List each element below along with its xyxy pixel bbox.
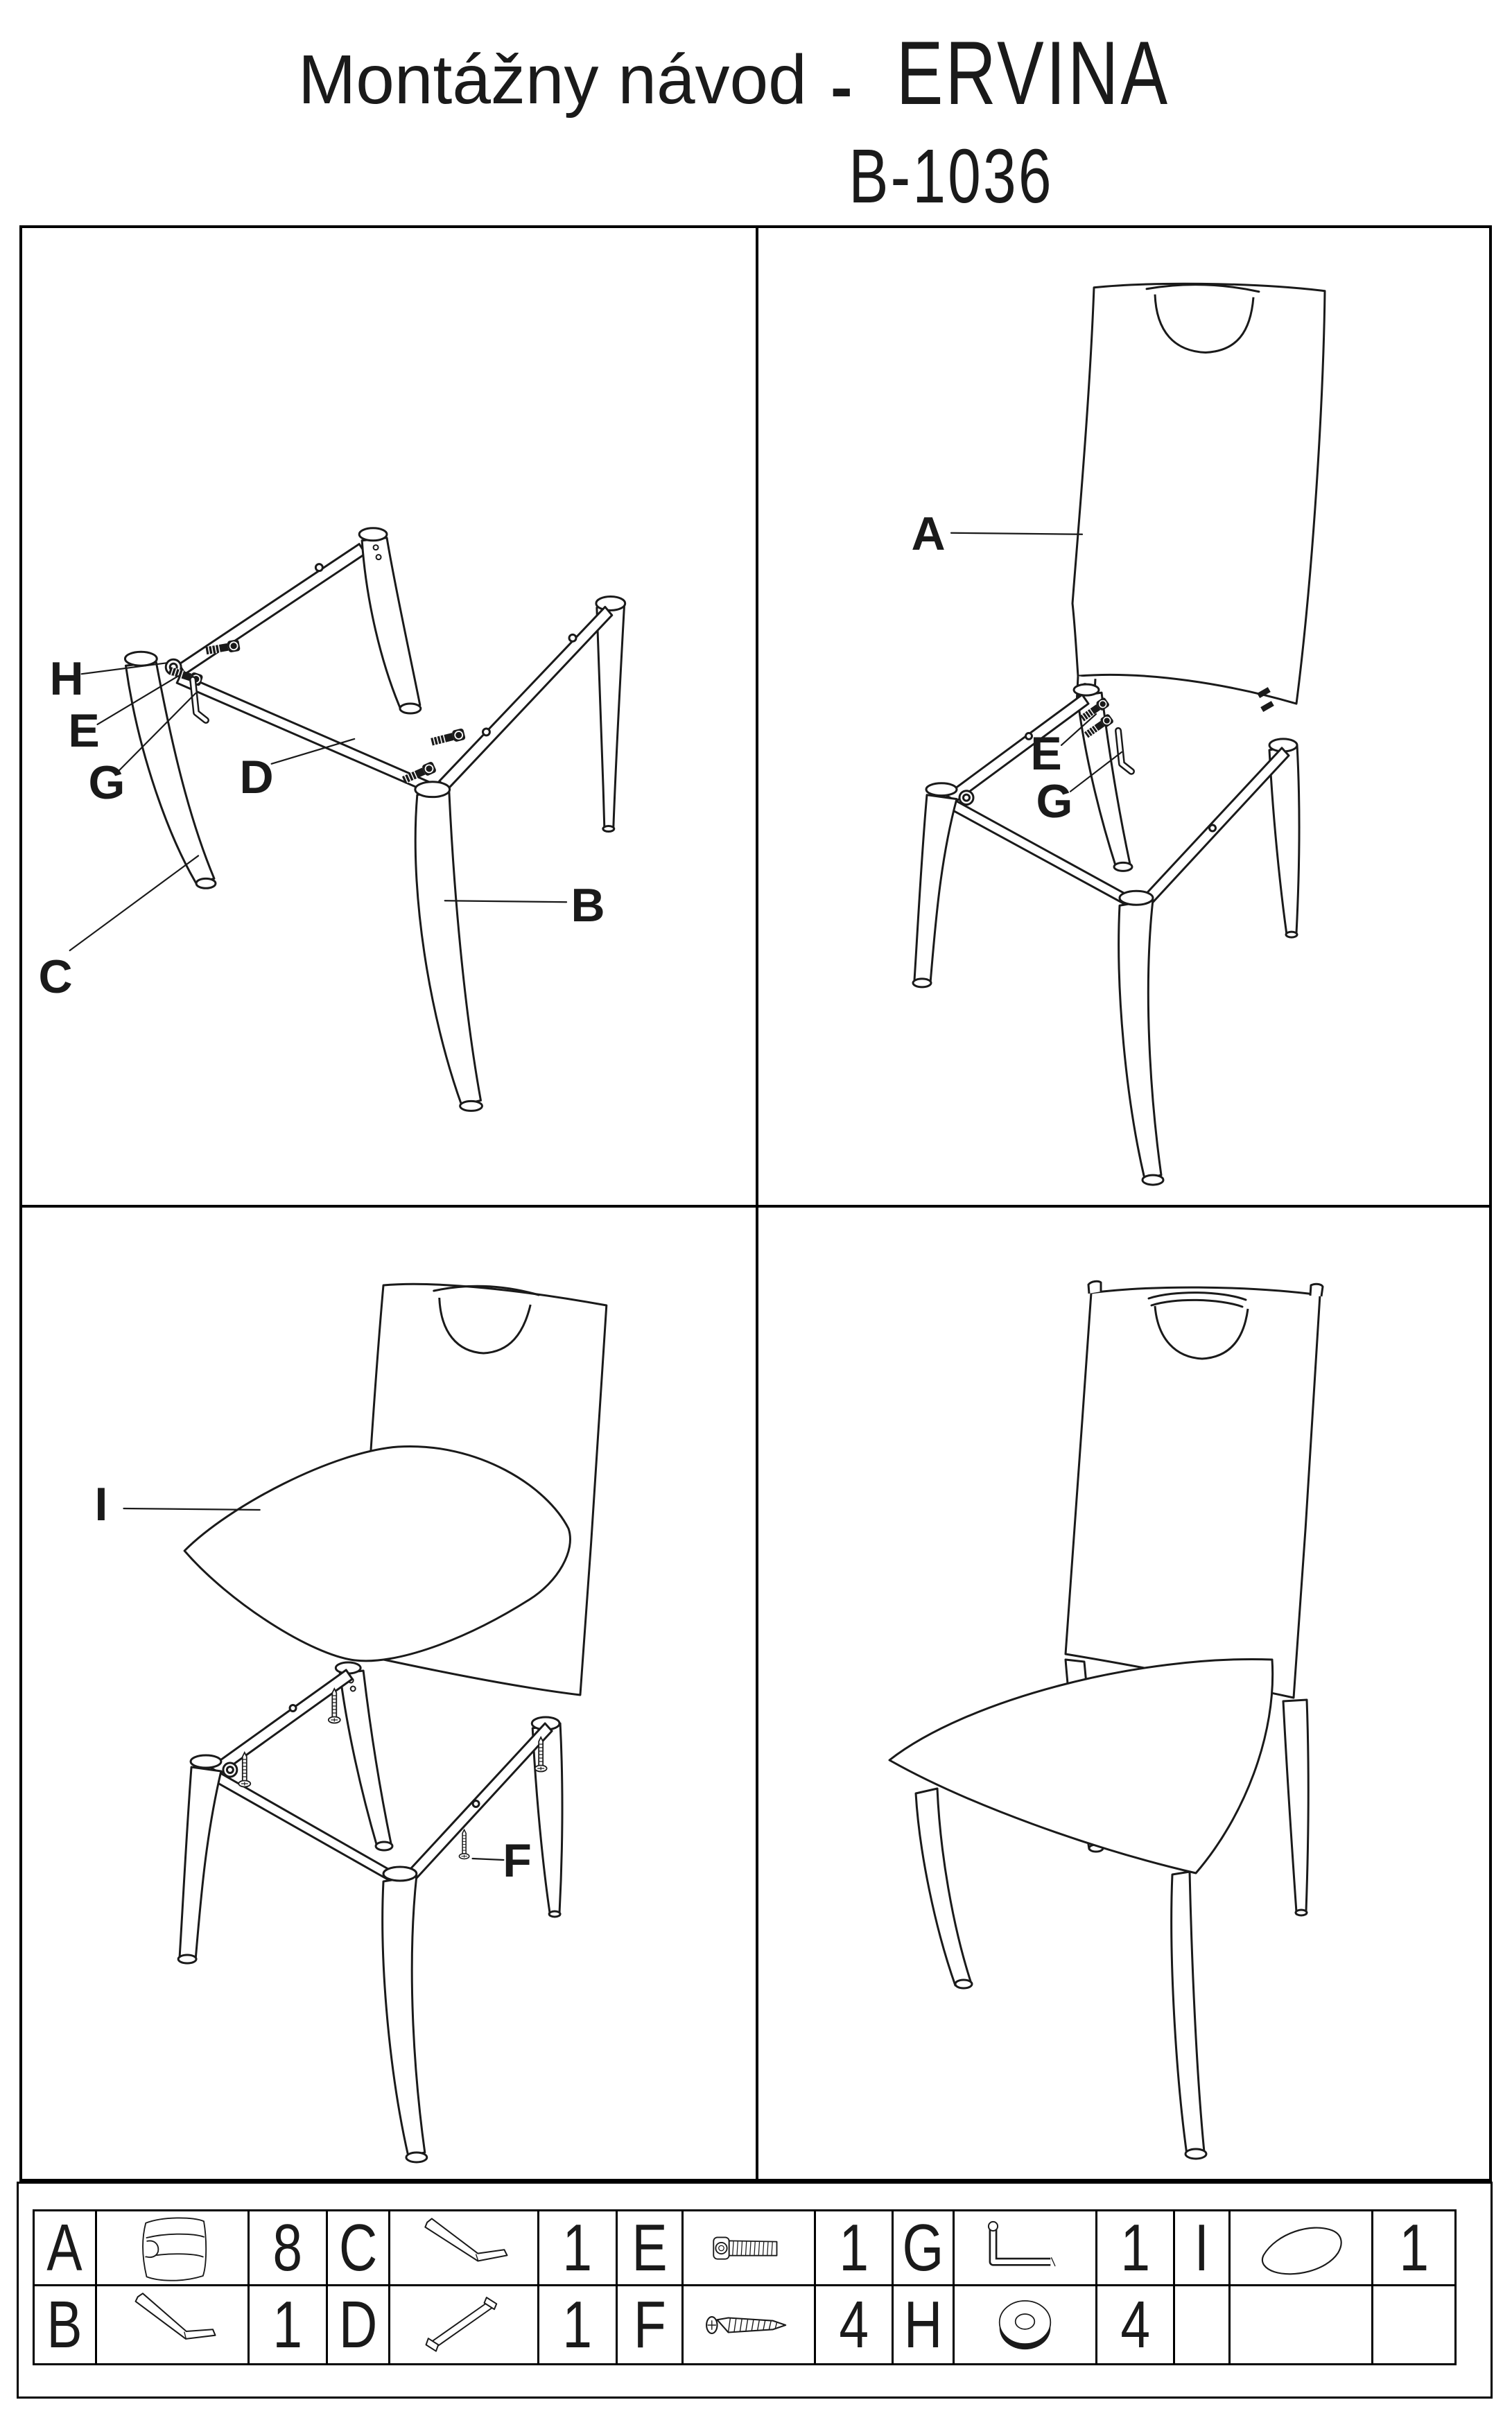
front-right-leg: [1172, 1872, 1206, 2159]
part-icon-cell: [954, 2211, 1097, 2286]
title-dash: -: [831, 51, 853, 124]
part-qty: 8: [272, 2210, 303, 2285]
part-letter-cell: [893, 2211, 954, 2286]
part-qty-cell: [1373, 2286, 1456, 2365]
part-letter-cell: [327, 2211, 390, 2286]
part-letter: H: [903, 2287, 943, 2362]
part-icon-cell: [683, 2211, 815, 2286]
part-icon-cell: [390, 2211, 539, 2286]
product-name: ERVINA: [896, 22, 1170, 123]
part-letter: F: [633, 2287, 666, 2362]
part-qty: 1: [839, 2210, 869, 2285]
part-qty-cell: [815, 2211, 893, 2286]
part-letter-cell: [893, 2286, 954, 2365]
part-label-i: I: [94, 1478, 108, 1531]
step-2-panel: [758, 228, 1489, 1208]
part-letter: C: [338, 2210, 378, 2285]
part-qty-cell: [249, 2211, 327, 2286]
part-qty-cell: [249, 2286, 327, 2365]
front-right-leg: [415, 782, 483, 1111]
part-label-h: H: [49, 652, 84, 705]
part-qty: 1: [272, 2287, 303, 2362]
part-letter-cell: [617, 2211, 683, 2286]
part-icon-cell: [96, 2211, 249, 2286]
seat-icon: [1249, 2213, 1353, 2283]
part-letter: E: [632, 2210, 668, 2285]
seat-attach-drawing: [22, 1208, 756, 2179]
part-letter-cell: [34, 2286, 96, 2365]
part-qty-cell: [1097, 2286, 1174, 2365]
backrest-part: [1066, 1281, 1323, 1698]
part-qty-cell: [539, 2286, 617, 2365]
curved-leg-icon: [121, 2292, 225, 2358]
part-qty-cell: [539, 2211, 617, 2286]
part-icon-cell: [683, 2286, 815, 2365]
bolt-part: [430, 728, 465, 747]
part-label-e: E: [1030, 727, 1062, 780]
part-label-b: B: [571, 879, 605, 932]
step-4-panel: [758, 1208, 1489, 2179]
rear-left-leg: [336, 1662, 392, 1850]
part-icon-cell: [954, 2286, 1097, 2365]
step-3-panel: [22, 1208, 758, 2179]
part-icon-cell: [1230, 2286, 1373, 2365]
product-code: B-1036: [849, 134, 1054, 219]
backrest-part: [1072, 284, 1325, 712]
part-qty: 1: [1120, 2210, 1150, 2285]
finished-chair-drawing: [758, 1208, 1489, 2179]
bolt-icon: [706, 2224, 792, 2272]
table-row: [34, 2286, 1456, 2365]
allen-key-icon: [978, 2216, 1072, 2280]
part-letter-cell: [1174, 2211, 1230, 2286]
frame-assembly-drawing: [22, 228, 756, 1205]
parts-table: [33, 2209, 1457, 2365]
part-letter: D: [338, 2287, 378, 2362]
part-letter-cell: [617, 2286, 683, 2365]
part-qty-cell: [1373, 2211, 1456, 2286]
part-label-g: G: [1036, 775, 1073, 828]
backrest-icon: [128, 2213, 218, 2283]
part-label-c: C: [38, 950, 73, 1003]
right-side-rail: [440, 607, 612, 789]
table-row: [34, 2211, 1456, 2286]
part-label-d: D: [239, 751, 274, 803]
frame-rails: [208, 1670, 552, 1886]
rear-left-leg: [359, 528, 421, 713]
part-label-e: E: [68, 704, 100, 757]
part-icon-cell: [1230, 2211, 1373, 2286]
washer-icon: [985, 2292, 1065, 2358]
part-label-a: A: [911, 507, 946, 560]
part-qty-cell: [815, 2286, 893, 2365]
rear-right-leg: [596, 596, 625, 831]
part-label-f: F: [503, 1834, 532, 1887]
screw-icon: [700, 2308, 797, 2342]
front-right-leg: [1119, 891, 1163, 1185]
part-letter: A: [46, 2210, 83, 2285]
stretcher-icon: [415, 2288, 512, 2361]
part-qty: 1: [562, 2287, 593, 2362]
screw-part: [459, 1829, 469, 1859]
front-right-leg: [383, 1867, 427, 2162]
part-label-g: G: [88, 756, 125, 809]
doc-title: Montážny návod: [298, 41, 807, 119]
curved-leg-icon: [412, 2215, 516, 2281]
part-qty: 4: [1120, 2287, 1150, 2362]
part-letter-cell: [1174, 2286, 1230, 2365]
front-left-leg: [916, 1789, 972, 1988]
part-letter-cell: [327, 2286, 390, 2365]
part-letter-cell: [34, 2211, 96, 2286]
rear-right-leg: [1283, 1700, 1308, 1915]
part-qty-cell: [1097, 2211, 1174, 2286]
part-qty: 1: [562, 2210, 593, 2285]
part-qty: 1: [1399, 2210, 1429, 2285]
step-1-panel: [22, 228, 758, 1208]
part-letter: I: [1194, 2210, 1210, 2285]
part-letter: G: [902, 2210, 944, 2285]
backrest-attach-drawing: [758, 228, 1489, 1205]
steps-grid: [19, 225, 1492, 2182]
part-icon-cell: [390, 2286, 539, 2365]
seat-cushion-part: [889, 1659, 1273, 1873]
allen-key-part: [1118, 731, 1131, 772]
part-icon-cell: [96, 2286, 249, 2365]
part-letter: B: [46, 2287, 83, 2362]
part-qty: 4: [839, 2287, 869, 2362]
